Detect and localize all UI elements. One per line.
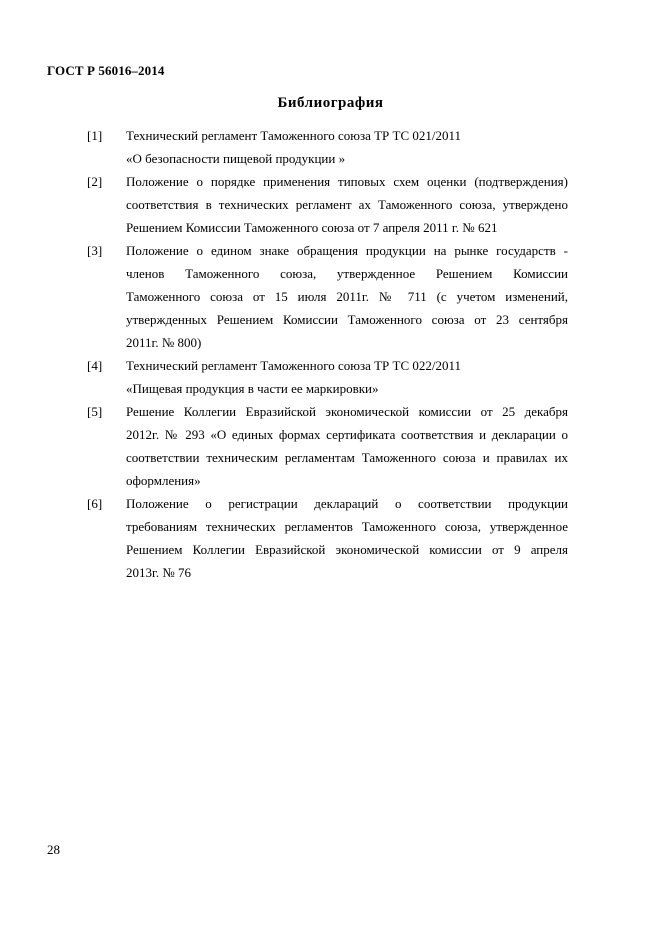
document-code: ГОСТ Р 56016–2014	[47, 63, 165, 78]
entry-line: «Пищевая продукция в части ее маркировки»	[126, 381, 379, 396]
bibliography-entry-6	[0, 492, 661, 584]
entry-line: соответствия в технических регламент ах Таможенного союза, утверждено	[126, 197, 568, 212]
bibliography-entry-5	[0, 400, 661, 492]
entry-line: Решением Комиссии Таможенного союза от 7 апреля 2011 г. № 621	[126, 220, 498, 235]
entry-number: [2]	[87, 174, 103, 189]
entry-line: соответствии техническим регламентам Таможенного союза и правилах их	[126, 450, 568, 465]
bibliography-entry-2	[0, 170, 661, 239]
entry-line: членов Таможенного союза, утвержденное Решением Комиссии	[126, 266, 568, 281]
entry-text	[126, 170, 568, 239]
entry-line: 2013г. № 76	[126, 565, 192, 580]
entry-line: Технический регламент Таможенного союза ТР ТС 022/2011	[126, 358, 462, 373]
bibliography-entry-3	[0, 239, 661, 354]
entry-line: «О безопасности пищевой продукции »	[126, 151, 346, 166]
entry-number: [1]	[87, 128, 103, 143]
bibliography-list	[0, 124, 661, 584]
entry-line: утвержденных Решением Комиссии Таможенного союза от 23 сентября	[126, 312, 568, 327]
entry-line: Решением Коллегии Евразийской экономической комиссии от 9 апреля	[126, 542, 568, 557]
entry-line: Положение о регистрации деклараций о соответствии продукции	[126, 496, 568, 511]
entry-line: Положение о едином знаке обращения продукции на рынке государств -	[126, 243, 568, 258]
entry-number: [3]	[87, 243, 103, 258]
entry-line: требованиям технических регламентов Таможенного союза, утвержденное	[126, 519, 568, 534]
entry-text	[126, 124, 568, 170]
entry-text	[126, 239, 568, 354]
entry-text	[126, 354, 568, 400]
entry-line: Положение о порядке применения типовых схем оценки (подтверждения)	[126, 174, 568, 189]
entry-number: [5]	[87, 404, 103, 419]
entry-line: Решение Коллегии Евразийской экономической комиссии от 25 декабря	[126, 404, 568, 419]
entry-text	[126, 492, 568, 584]
entry-line: 2012г. № 293 «О единых формах сертификата соответствия и декларации о	[126, 427, 568, 442]
entry-text	[126, 400, 568, 492]
page-title: Библиография	[277, 95, 384, 111]
entry-line: 2011г. № 800)	[126, 335, 202, 350]
page-number: 28	[47, 842, 60, 857]
entry-line: оформления»	[126, 473, 201, 488]
entry-number: [6]	[87, 496, 103, 511]
entry-line: Таможенного союза от 15 июля 2011г. № 711 (с учетом изменений,	[126, 289, 568, 304]
bibliography-entry-4	[0, 354, 661, 400]
entry-number: [4]	[87, 358, 103, 373]
entry-line: Технический регламент Таможенного союза ТР ТС 021/2011	[126, 128, 462, 143]
bibliography-entry-1	[0, 124, 661, 170]
